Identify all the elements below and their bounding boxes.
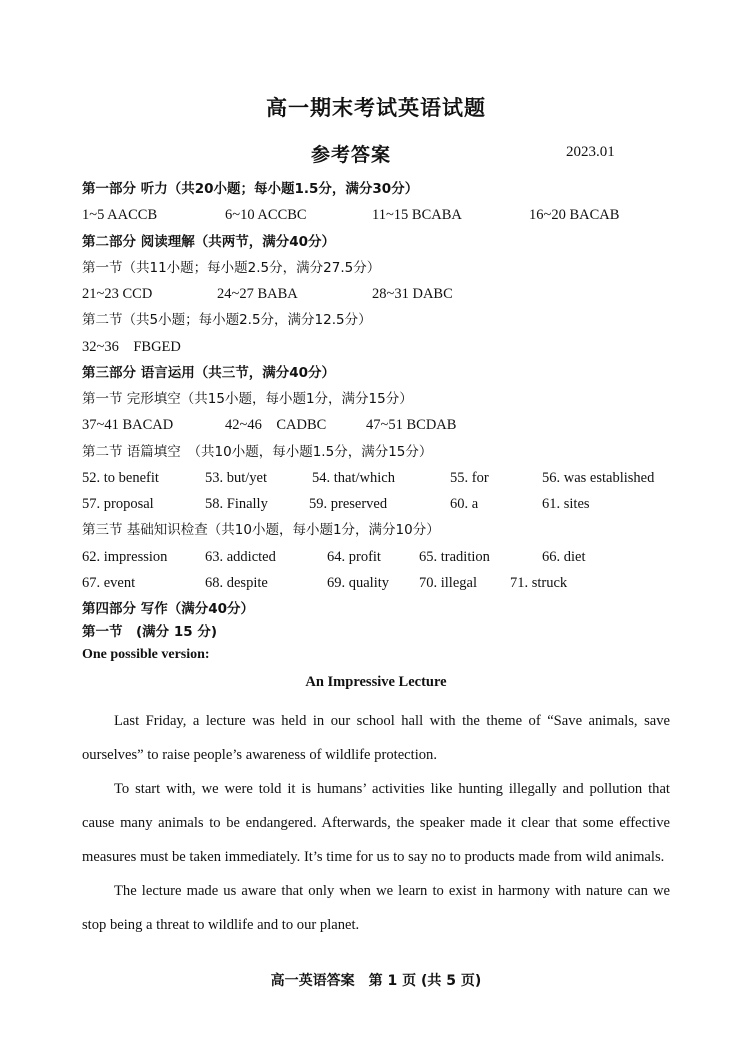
part3-section1-header: 第一节 完形填空（共15小题，每小题1分，满分15分）	[82, 391, 413, 407]
answer-item: 67. event	[82, 575, 136, 591]
answer-item: 58. Finally	[205, 496, 268, 512]
answer-item: 63. addicted	[205, 549, 276, 565]
part3-section1-answers-row	[82, 414, 682, 436]
answer-item: 60. a	[450, 496, 479, 512]
part3-section3-answers-row2	[82, 572, 682, 594]
answer-group: 28~31 DABC	[372, 286, 453, 302]
answer-item: 57. proposal	[82, 496, 154, 512]
answer-item: 71. struck	[510, 575, 568, 591]
answer-item: 54. that/which	[312, 470, 395, 486]
part3-section2-answers-row2	[82, 493, 682, 515]
answer-item: 66. diet	[542, 549, 586, 565]
page-subtitle: 参考答案	[310, 144, 391, 166]
answer-item: 55. for	[450, 470, 489, 486]
answer-group: 6~10 ACCBC	[225, 207, 307, 223]
answer-group: 37~41 BACAD	[82, 417, 174, 433]
answer-item: 53. but/yet	[205, 470, 268, 486]
part4-header: 第四部分 写作（满分40分）	[82, 601, 254, 617]
page-title: 高一期末考试英语试题	[266, 96, 486, 120]
part2-section1-header: 第一节（共11小题；每小题2.5分，满分27.5分）	[82, 260, 381, 276]
answer-item: 52. to benefit	[82, 470, 159, 486]
part4-section1-header: 第一节 (满分 15 分)	[82, 624, 218, 640]
essay-paragraph: To start with, we were told it is humans’ activities like hunting illegally and pollution that cause many animals to be endangered. Afterwards, the speaker made it clear that some effective measures must be taken immediately. It’s time for us to say no to products made from wild animals.	[82, 781, 670, 865]
answer-item: 59. preserved	[309, 496, 388, 512]
part3-section3-answers-row1	[82, 546, 682, 568]
essay-body	[82, 704, 670, 942]
exam-date: 2023.01	[566, 144, 615, 160]
part2-section2-answers: 32~36 FBGED	[82, 339, 181, 355]
answer-group: 1~5 AACCB	[82, 207, 158, 223]
page-footer: 高一英语答案 第 1 页 (共 5 页)	[270, 973, 482, 989]
answer-item: 56. was established	[542, 470, 655, 486]
answer-item: 69. quality	[327, 575, 390, 591]
answer-item: 61. sites	[542, 496, 590, 512]
answer-item: 70. illegal	[419, 575, 477, 591]
answer-group: 16~20 BACAB	[529, 207, 620, 223]
part3-section3-header: 第三节 基础知识检查（共10小题，每小题1分，满分10分）	[82, 522, 440, 538]
answer-item: 64. profit	[327, 549, 381, 565]
part1-header: 第一部分 听力（共20小题；每小题1.5分，满分30分）	[82, 181, 419, 197]
part3-section2-answers-row1	[82, 467, 682, 489]
part3-section2-header: 第二节 语篇填空 （共10小题，每小题1.5分，满分15分）	[82, 444, 433, 460]
part1-answers-row	[82, 204, 682, 226]
part2-section1-answers-row	[82, 283, 682, 305]
essay-paragraph: The lecture made us aware that only when we learn to exist in harmony with nature can we stop being a threat to wildlife and to our planet.	[82, 883, 670, 933]
answer-group: 21~23 CCD	[82, 286, 153, 302]
answer-group: 11~15 BCABA	[372, 207, 462, 223]
answer-group: 24~27 BABA	[217, 286, 298, 302]
part2-section2-header: 第二节（共5小题；每小题2.5分，满分12.5分）	[82, 312, 372, 328]
essay-title: An Impressive Lecture	[305, 674, 447, 690]
answer-item: 62. impression	[82, 549, 168, 565]
answer-item: 65. tradition	[419, 549, 490, 565]
essay-paragraph: Last Friday, a lecture was held in our school hall with the theme of “Save animals, save ourselves” to raise people’s awareness of wildlife protection.	[82, 713, 670, 763]
part3-header: 第三部分 语言运用（共三节，满分40分）	[82, 365, 335, 381]
answer-group: 47~51 BCDAB	[366, 417, 457, 433]
version-label: One possible version:	[82, 647, 210, 662]
part2-header: 第二部分 阅读理解（共两节，满分40分）	[82, 234, 335, 250]
answer-group: 42~46 CADBC	[225, 417, 327, 433]
answer-item: 68. despite	[205, 575, 268, 591]
